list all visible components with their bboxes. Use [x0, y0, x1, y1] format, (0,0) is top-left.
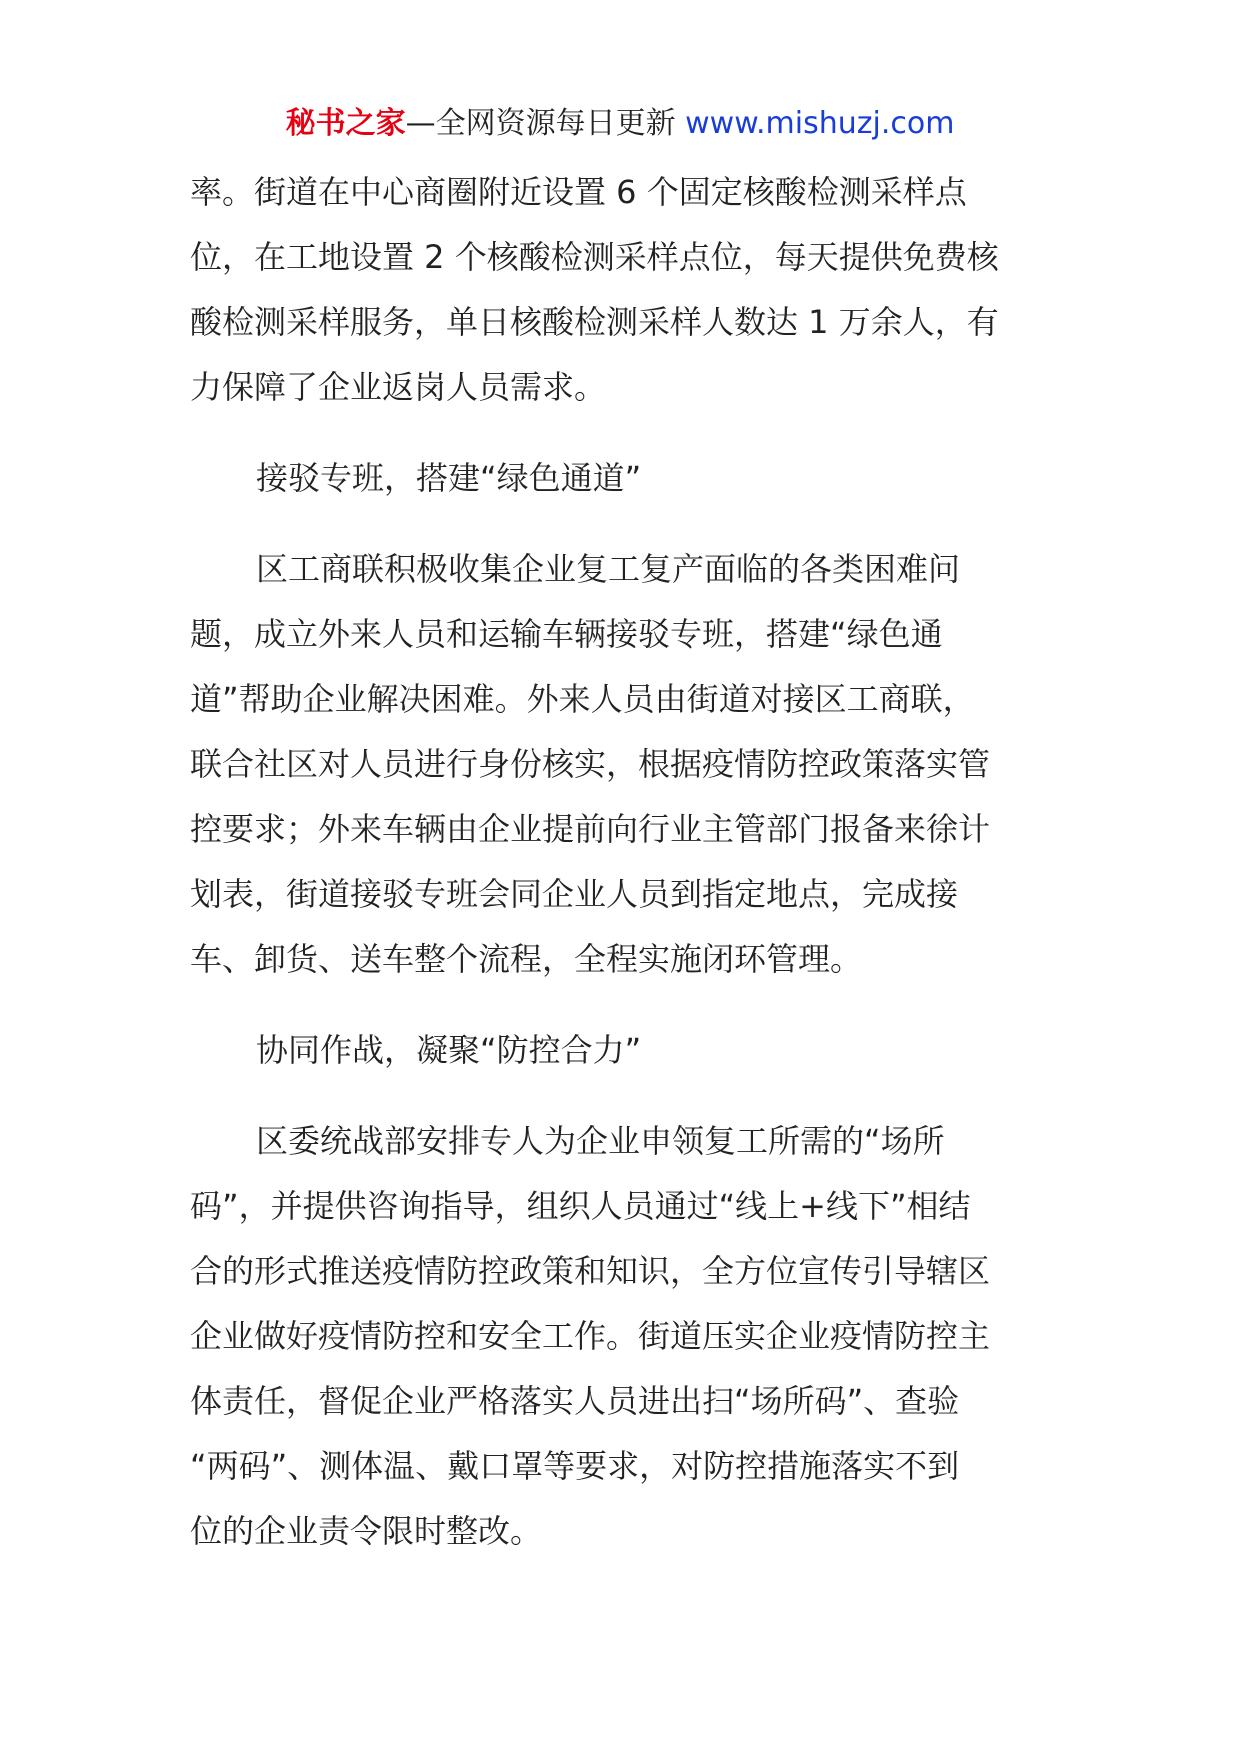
text-line: 区委统战部安排专人为企业申领复工所需的“场所: [256, 1122, 945, 1160]
text-line: 区工商联积极收集企业复工复产面临的各类困难问: [256, 550, 961, 588]
section-heading-joint-control: 协同作战，凝聚“防控合力”: [256, 1031, 642, 1069]
paragraph-1: [190, 160, 1070, 420]
text-line: 位，在工地设置 2 个核酸检测采样点位，每天提供免费核: [190, 238, 999, 276]
section-heading-green-channel: 接驳专班，搭建“绿色通道”: [256, 459, 642, 497]
site-url-link[interactable]: www.mishuzj.com: [685, 106, 955, 141]
text-line: 企业做好疫情防控和安全工作。街道压实企业疫情防控主: [190, 1317, 991, 1355]
text-line: 划表，街道接驳专班会同企业人员到指定地点，完成接: [190, 875, 959, 913]
text-line: 车、卸货、送车整个流程，全程实施闭环管理。: [190, 940, 863, 978]
page-header: [0, 100, 1240, 148]
text-line: 联合社区对人员进行身份核实，根据疫情防控政策落实管: [190, 745, 991, 783]
text-line: 合的形式推送疫情防控政策和知识，全方位宣传引导辖区: [190, 1252, 991, 1290]
paragraph-3: [190, 1109, 1070, 1564]
text-line: “两码”、测体温、戴口罩等要求，对防控措施落实不到: [190, 1447, 960, 1485]
text-line: 道”帮助企业解决困难。外来人员由街道对接区工商联，: [190, 680, 975, 718]
text-line: 题，成立外来人员和运输车辆接驳专班，搭建“绿色通: [190, 615, 943, 653]
text-line: 位的企业责令限时整改。: [190, 1512, 543, 1550]
text-line: 码”，并提供咨询指导，组织人员通过“线上+线下”相结: [190, 1187, 971, 1225]
text-line: 率。街道在中心商圈附近设置 6 个固定核酸检测采样点: [190, 173, 967, 211]
text-line: 体责任，督促企业严格落实人员进出扫“场所码”、查验: [190, 1382, 960, 1420]
brand-name: 秘书之家: [285, 106, 406, 141]
document-body: [190, 160, 1070, 1590]
text-line: 酸检测采样服务，单日核酸检测采样人数达 1 万余人，有: [190, 303, 999, 341]
text-line: 控要求；外来车辆由企业提前向行业主管部门报备来徐计: [190, 810, 991, 848]
paragraph-2: [190, 537, 1070, 992]
text-line: 力保障了企业返岗人员需求。: [190, 368, 607, 406]
header-tagline: —全网资源每日更新: [405, 106, 676, 141]
